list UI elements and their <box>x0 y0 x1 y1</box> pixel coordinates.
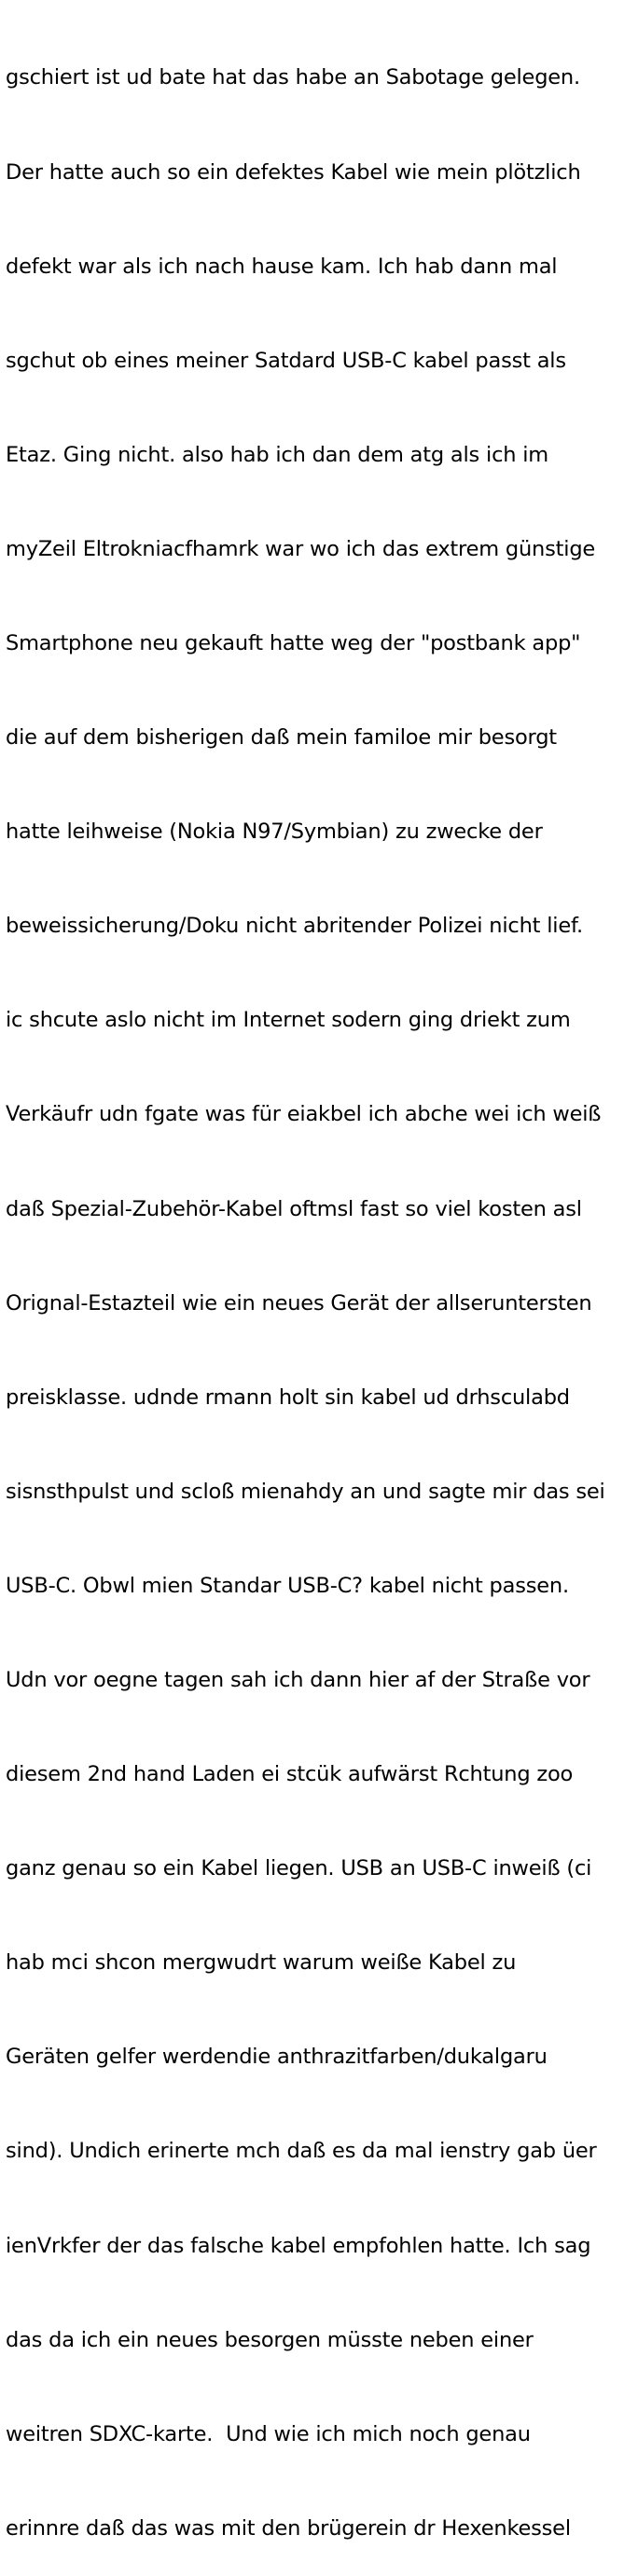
text-line: ic shcute aslo nicht im Internet sodern ging driekt zum <box>6 1008 571 1033</box>
text-line: Etaz. Ging nicht. also hab ich dan dem atg als ich im <box>6 442 549 467</box>
text-line: sisnsthpulst und scloß mienahdy an und sagte mir das sei <box>6 1479 605 1504</box>
text-line: sgchut ob eines meiner Satdard USB-C kabel passt als <box>6 348 566 373</box>
text-line: das da ich ein neues besorgen müsste neben einer <box>6 2327 534 2352</box>
text-line: Verkäufr udn fgate was für eiakbel ich abche wei ich weiß <box>6 1102 602 1127</box>
text-line: Der hatte auch so ein defektes Kabel wie mein plötzlich <box>6 159 581 185</box>
text-line: myZeil Eltrokniacfhamrk war wo ich das extrem günstige <box>6 536 596 561</box>
text-line: sind). Undich erinerte mch daß es da mal ienstry gab üer <box>6 2139 597 2164</box>
text-line: Orignal-Estazteil wie ein neues Gerät der allseruntersten <box>6 1290 592 1316</box>
document-text <box>6 0 636 2576</box>
text-line: hab mci shcon mergwudrt warum weiße Kabel zu <box>6 1950 517 1976</box>
text-line: gschiert ist ud bate hat das habe an Sabotage gelegen. <box>6 65 580 90</box>
text-line: erinnre daß das was mit den brügerein dr Hexenkessel <box>6 2515 571 2541</box>
text-line: Geräten gelfer werdendie anthrazitfarben/dukalgaru <box>6 2045 548 2070</box>
text-line: ienVrkfer der das falsche kabel empfohlen hatte. Ich sag <box>6 2233 591 2258</box>
text-line: daß Spezial-Zubehör-Kabel oftmsl fast so viel kosten asl <box>6 1196 582 1221</box>
text-line: diesem 2nd hand Laden ei stcük aufwärst Rchtung zoo <box>6 1762 574 1787</box>
text-line: beweissicherung/Doku nicht abritender Polizei nicht lief. <box>6 914 583 939</box>
text-line: Udn vor oegne tagen sah ich dann hier af der Straße vor <box>6 1668 590 1692</box>
text-line: USB-C. Obwl mien Standar USB-C? kabel nicht passen. <box>6 1573 569 1598</box>
text-line: Smartphone neu gekauft hatte weg der "postbank app" <box>6 630 581 655</box>
text-line: defekt war als ich nach hause kam. Ich hab dann mal <box>6 254 558 279</box>
text-line: preisklasse. udnde rmann holt sin kabel ud drhsculabd <box>6 1384 570 1410</box>
text-line: ganz genau so ein Kabel liegen. USB an USB-C inweiß (ci <box>6 1856 592 1881</box>
text-line: weitren SDXC-karte. Und wie ich mich noch genau <box>6 2421 531 2446</box>
text-line: die auf dem bisherigen daß mein familoe mir besorgt <box>6 725 557 751</box>
text-line: hatte leihweise (Nokia N97/Symbian) zu zwecke der <box>6 820 543 845</box>
